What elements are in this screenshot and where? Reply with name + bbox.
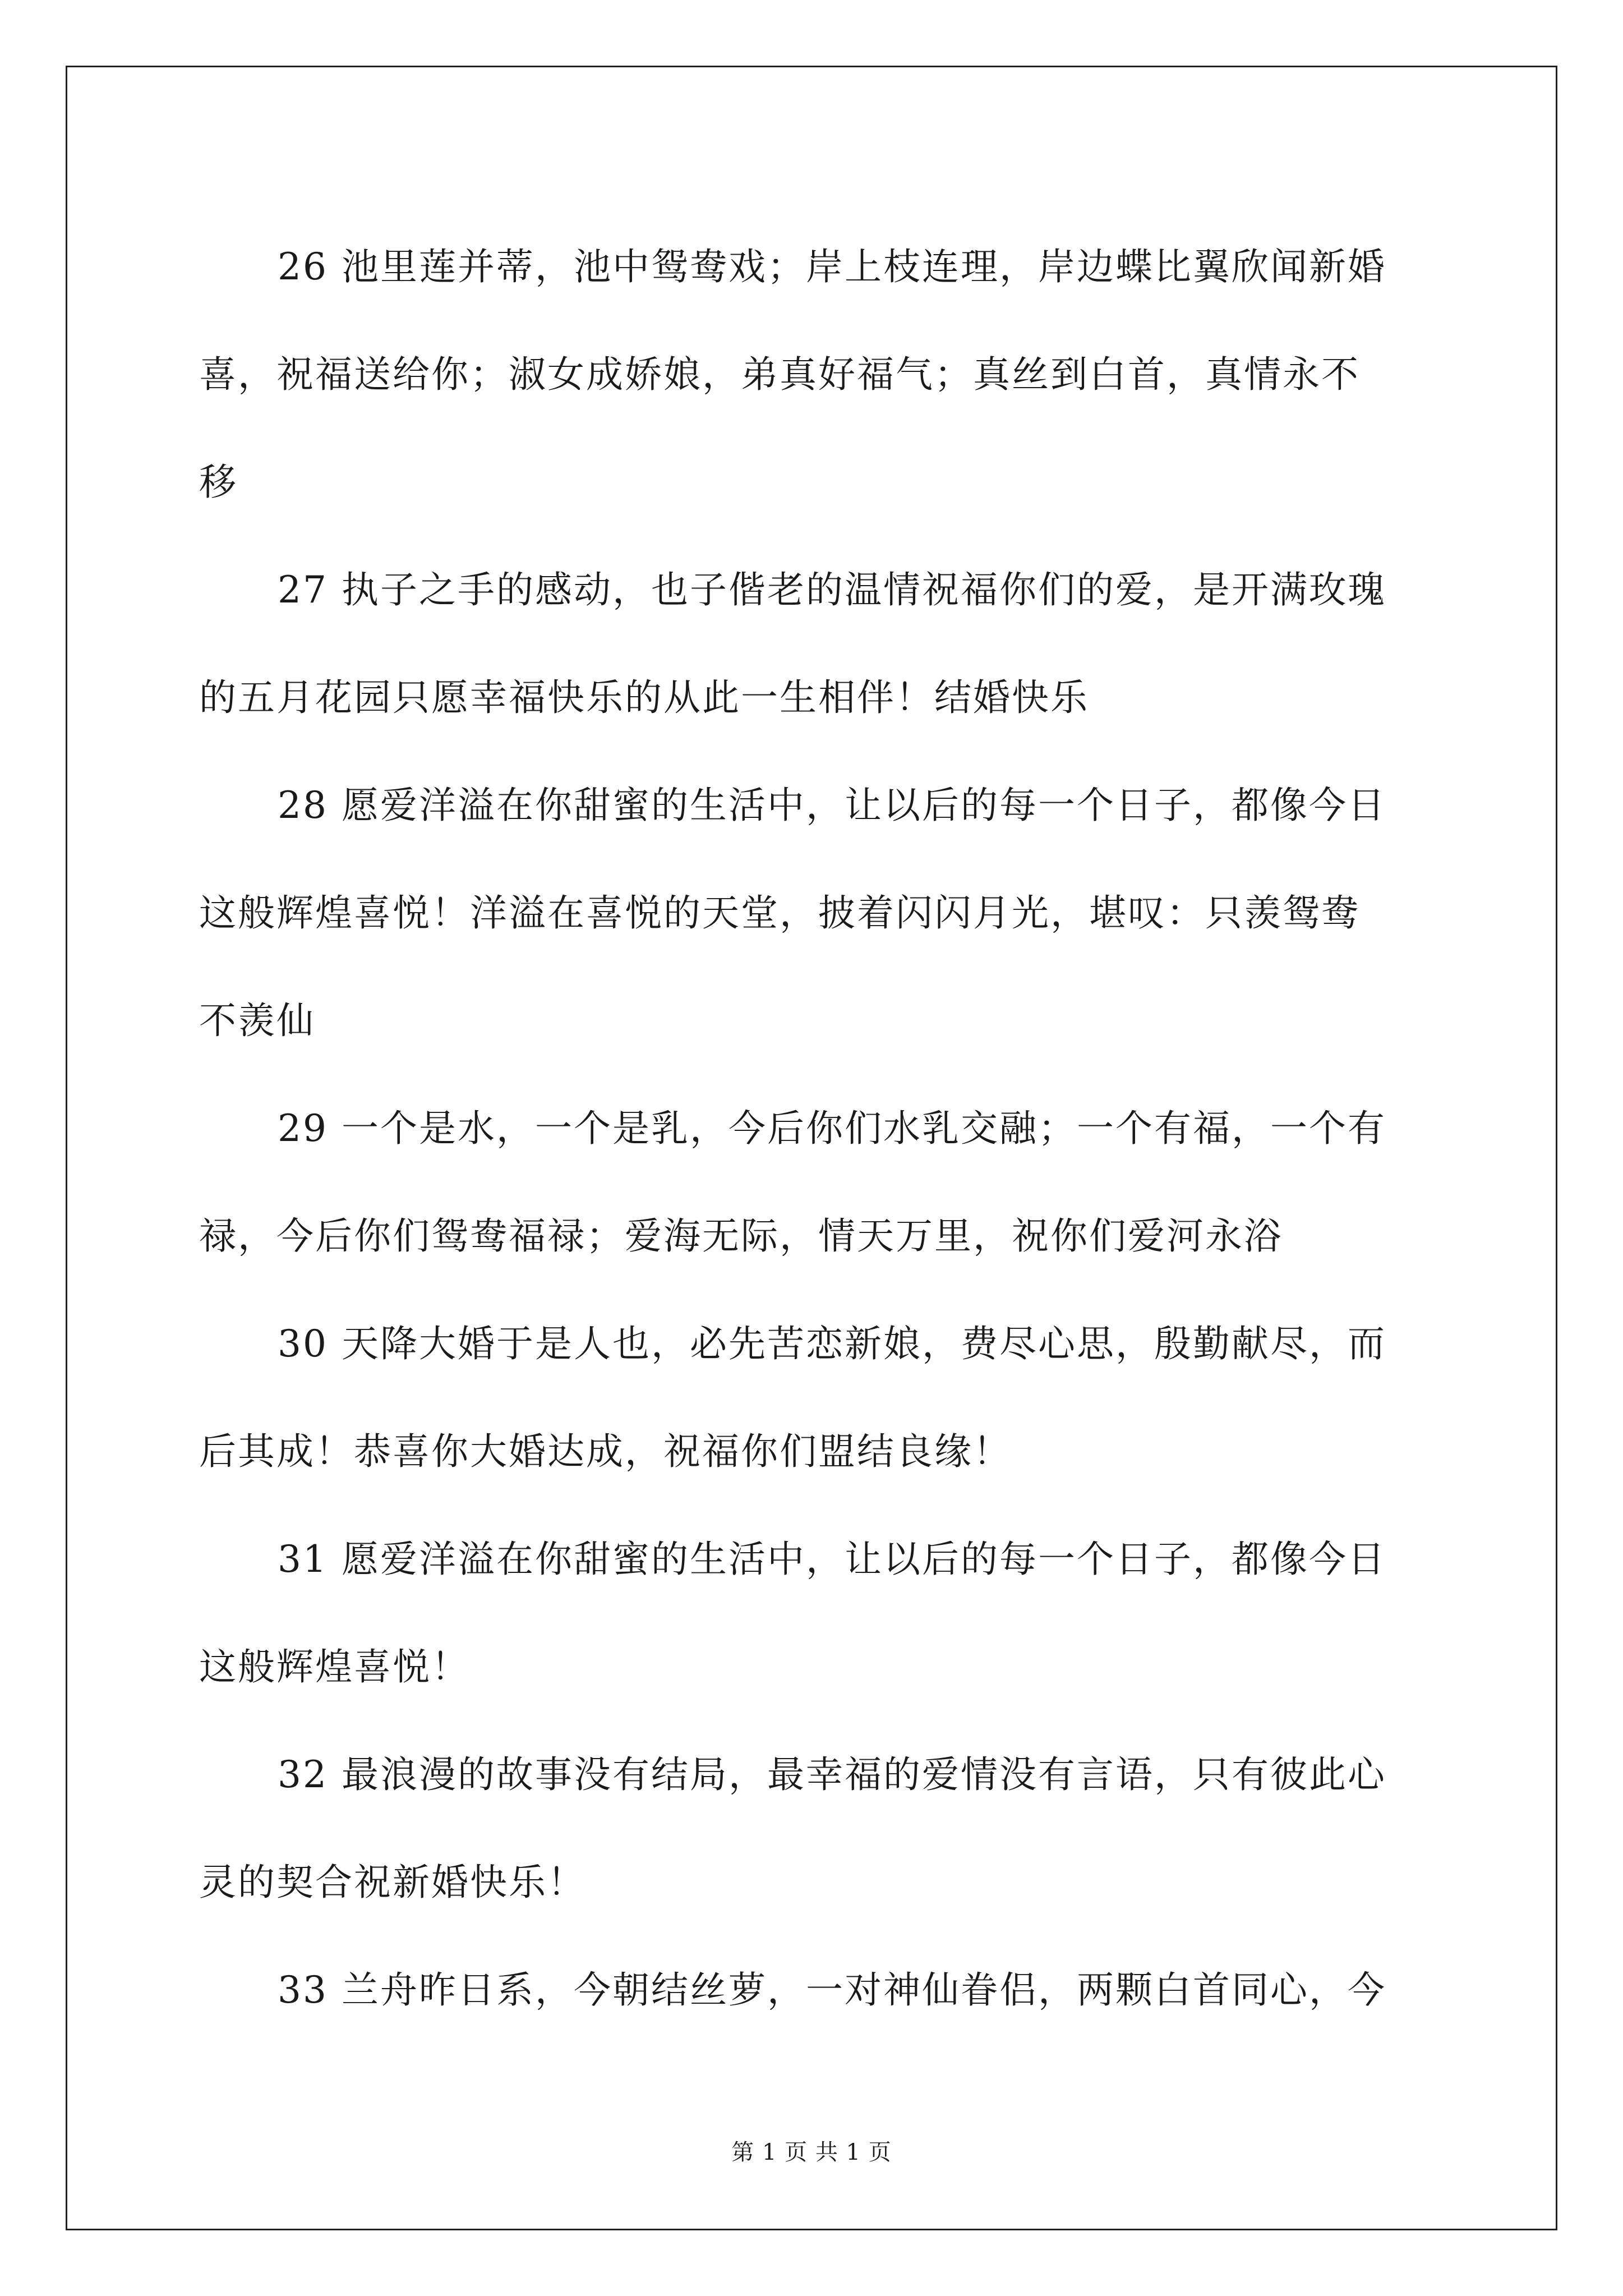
text-line: 喜，祝福送给你；淑女成娇娘，弟真好福气；真丝到白首，真情永不	[199, 353, 1360, 396]
text-line: 29 一个是水，一个是乳，今后你们水乳交融；一个有福，一个有	[278, 1107, 1386, 1150]
text-line: 移	[199, 461, 238, 504]
paragraph-27	[199, 536, 1433, 752]
text-line: 这般辉煌喜悦！洋溢在喜悦的天堂，披着闪闪月光，堪叹：只羡鸳鸯	[199, 891, 1360, 935]
text-line: 后其成！恭喜你大婚达成，祝福你们盟结良缘！	[199, 1430, 1012, 1473]
paragraph-26	[199, 213, 1433, 536]
text-line: 32 最浪漫的故事没有结局，最幸福的爱情没有言语，只有彼此心	[278, 1753, 1386, 1796]
text-line: 的五月花园只愿幸福快乐的从此一生相伴！结婚快乐	[199, 676, 1089, 719]
document-body	[199, 213, 1433, 2044]
text-line: 禄，今后你们鸳鸯福禄；爱海无际，情天万里，祝你们爱河永浴	[199, 1214, 1283, 1258]
text-line: 28 愿爱洋溢在你甜蜜的生活中，让以后的每一个日子，都像今日	[278, 784, 1386, 827]
text-line: 33 兰舟昨日系，今朝结丝萝，一对神仙眷侣，两颗白首同心，今	[278, 1968, 1386, 2012]
paragraph-33	[199, 1936, 1433, 2044]
page-number-footer: 第 1 页 共 1 页	[731, 2139, 892, 2165]
paragraph-31	[199, 1506, 1433, 1721]
paragraph-29	[199, 1075, 1433, 1290]
text-line: 不羡仙	[199, 999, 315, 1042]
text-line: 26 池里莲并蒂，池中鸳鸯戏；岸上枝连理，岸边蝶比翼欣闻新婚	[278, 245, 1386, 288]
paragraph-28	[199, 752, 1433, 1075]
paragraph-32	[199, 1721, 1433, 1936]
text-line: 27 执子之手的感动，也子偕老的温情祝福你们的爱，是开满玫瑰	[278, 568, 1386, 611]
text-line: 31 愿爱洋溢在你甜蜜的生活中，让以后的每一个日子，都像今日	[278, 1538, 1386, 1581]
text-line: 这般辉煌喜悦！	[199, 1645, 470, 1688]
text-line: 灵的契合祝新婚快乐！	[199, 1861, 586, 1904]
text-line: 30 天降大婚于是人也，必先苦恋新娘，费尽心思，殷勤献尽，而	[278, 1322, 1386, 1365]
paragraph-30	[199, 1290, 1433, 1506]
